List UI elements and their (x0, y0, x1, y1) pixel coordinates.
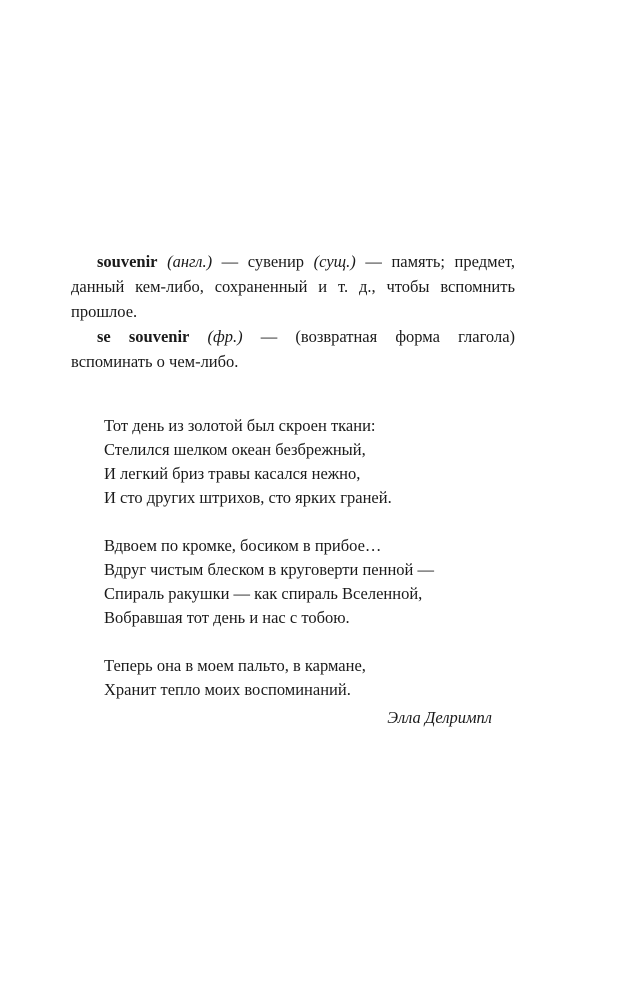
translation-text: — сувенир (212, 252, 314, 271)
definition-souvenir (71, 249, 515, 324)
verse-line: Стелился шелком океан безбрежный, (104, 440, 366, 459)
verse-line: Вдруг чистым блеском в круговерти пенной — (104, 560, 434, 579)
verse-line: Вдвоем по кромке, босиком в прибое… (104, 536, 382, 555)
definition-text: — память; предмет, данный кем-либо, сохраненный и т. д., чтобы вспомнить прошлое. (71, 252, 515, 321)
verse-line: Вобравшая тот день и нас с тобою. (104, 608, 350, 627)
part-of-speech-abbreviation: (сущ.) (313, 252, 356, 271)
verse-line: Тот день из золотой был скроен ткани: (104, 416, 376, 435)
headword: souvenir (97, 252, 158, 271)
definition-text: — (возвратная форма глагола) вспоминать о чем-либо. (71, 327, 516, 371)
definition-se-souvenir (71, 324, 515, 374)
language-abbreviation: (фр.) (207, 327, 243, 346)
verse-line: И легкий бриз травы касался нежно, (104, 464, 361, 483)
poem (104, 414, 524, 702)
verse-line: Теперь она в моем пальто, в кармане, (104, 656, 366, 675)
language-abbreviation: (англ.) (167, 252, 213, 271)
poem-stanza (104, 414, 524, 510)
poem-stanza (104, 534, 524, 630)
dictionary-definitions (71, 249, 515, 374)
poem-stanza (104, 654, 524, 702)
poem-author: Элла Делримпл (387, 708, 492, 727)
headword: se souvenir (97, 327, 190, 346)
verse-line: Хранит тепло моих воспоминаний. (104, 680, 351, 699)
verse-line: Спираль ракушки — как спираль Вселенной, (104, 584, 423, 603)
verse-line: И сто других штрихов, сто ярких граней. (104, 488, 392, 507)
